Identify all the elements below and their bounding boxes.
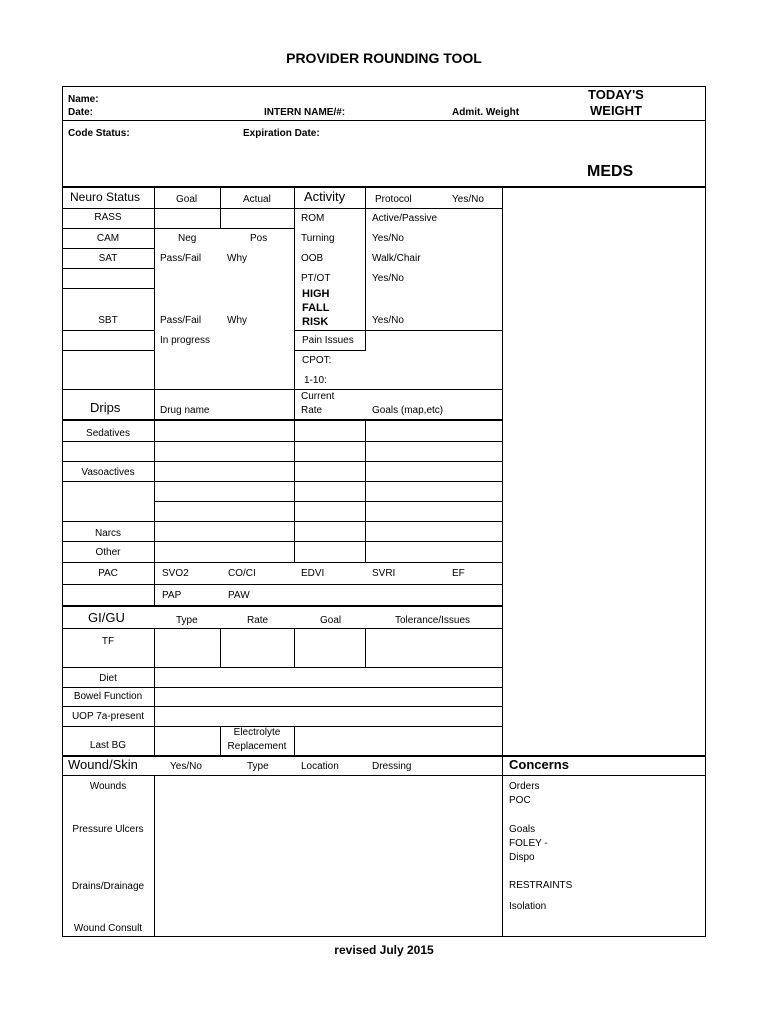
intern-name-label: INTERN NAME/#: (264, 107, 346, 118)
actual-header: Actual (243, 194, 271, 205)
concerns-heading: Concerns (509, 757, 569, 772)
wound-skin-heading: Wound/Skin (68, 757, 138, 772)
oob-walk-chair: Walk/Chair (372, 253, 421, 264)
wound-dressing-header: Dressing (372, 761, 412, 772)
pap-label: PAP (162, 590, 182, 601)
fall-risk-yesno: Yes/No (372, 315, 404, 326)
drips-heading: Drips (90, 400, 121, 415)
rule (62, 288, 154, 289)
rule (365, 628, 366, 668)
rule (62, 268, 154, 269)
turning-yesno: Yes/No (372, 233, 404, 244)
sat-why: Why (227, 253, 247, 264)
rule (294, 208, 502, 209)
rule (154, 501, 502, 502)
rule (62, 248, 154, 249)
rule (62, 461, 502, 462)
rule (62, 330, 154, 331)
oob-label: OOB (301, 253, 324, 264)
neuro-status-heading: Neuro Status (70, 190, 141, 204)
tf-label: TF (101, 636, 115, 647)
expiration-date-label: Expiration Date: (243, 128, 320, 139)
rule (62, 120, 706, 121)
rate-header: Rate (247, 615, 269, 626)
svri-label: SVRI (372, 568, 396, 579)
code-status-label: Code Status: (68, 128, 130, 139)
wound-consult-label: Wound Consult (73, 923, 143, 934)
foley-label: FOLEY - (509, 838, 548, 849)
wound-location-header: Location (301, 761, 339, 772)
name-label: Name: (68, 94, 99, 105)
goal-header: Goal (176, 194, 198, 205)
rule (154, 628, 155, 756)
cam-label: CAM (96, 233, 120, 244)
electrolyte-replacement-label: Replacement (227, 741, 287, 752)
restraints-label: RESTRAINTS (509, 880, 573, 891)
neg-option: Neg (178, 233, 197, 244)
rule (502, 188, 503, 936)
rule (62, 755, 706, 757)
rom-label: ROM (301, 213, 325, 224)
diet-label: Diet (99, 673, 117, 684)
protocol-header: Protocol (375, 194, 412, 205)
type-header: Type (176, 615, 198, 626)
current-rate-header: Current (301, 391, 335, 402)
sbt-why: Why (227, 315, 247, 326)
svo2-label: SVO2 (162, 568, 189, 579)
rule (62, 419, 502, 421)
rule (62, 667, 502, 668)
electrolyte-replacement-label: Electrolyte (233, 727, 281, 738)
current-rate-header: Rate (301, 405, 323, 416)
gigu-heading: GI/GU (88, 610, 125, 625)
pac-label: PAC (98, 568, 118, 579)
rass-label: RASS (94, 212, 122, 223)
todays-weight-label: TODAY'S (588, 87, 644, 102)
rule (154, 776, 155, 936)
high-fall-risk-label: FALL (302, 302, 330, 314)
tolerance-header: Tolerance/Issues (395, 615, 471, 626)
rule (62, 562, 502, 563)
other-label: Other (95, 547, 121, 558)
sat-label: SAT (98, 253, 118, 264)
pain-scale-label: 1-10: (304, 375, 327, 386)
rule (294, 628, 295, 668)
rule (62, 584, 502, 585)
rule (62, 228, 294, 229)
border (705, 86, 706, 937)
rule (62, 389, 502, 390)
coci-label: CO/CI (228, 568, 256, 579)
high-fall-risk-label: HIGH (302, 288, 330, 300)
rule (62, 687, 502, 688)
sedatives-label: Sedatives (86, 428, 130, 439)
edvi-label: EDVI (301, 568, 325, 579)
todays-weight-label: WEIGHT (590, 103, 642, 118)
rule (220, 628, 221, 668)
drug-name-header: Drug name (160, 405, 210, 416)
pos-option: Pos (250, 233, 268, 244)
rule (294, 188, 295, 420)
rule (62, 628, 502, 629)
dispo-label: Dispo (509, 852, 535, 863)
rule (62, 441, 502, 442)
border (62, 936, 706, 937)
admit-weight-label: Admit. Weight (452, 107, 520, 118)
vasoactives-label: Vasoactives (81, 467, 135, 478)
isolation-label: Isolation (509, 901, 547, 912)
wound-yesno-header: Yes/No (170, 761, 202, 772)
pain-issues-label: Pain Issues (302, 335, 354, 346)
rule (62, 706, 502, 707)
meds-label: MEDS (587, 163, 634, 180)
sbt-label: SBT (98, 315, 118, 326)
activity-heading: Activity (304, 189, 346, 204)
goal-header: Goal (320, 615, 342, 626)
sbt-passfail: Pass/Fail (160, 315, 202, 326)
turning-label: Turning (301, 233, 335, 244)
wounds-label: Wounds (89, 781, 127, 792)
last-bg-label: Last BG (89, 740, 127, 751)
high-fall-risk-label: RISK (302, 316, 329, 328)
paw-label: PAW (228, 590, 250, 601)
rule (294, 726, 295, 756)
rule (62, 521, 502, 522)
rule (62, 186, 706, 188)
rule (365, 188, 366, 350)
ptot-yesno: Yes/No (372, 273, 404, 284)
poc-label: POC (509, 795, 531, 806)
wound-type-header: Type (247, 761, 269, 772)
rule (294, 330, 502, 331)
yesno-header: Yes/No (452, 194, 484, 205)
page-title: PROVIDER ROUNDING TOOL (286, 50, 482, 66)
rule (62, 481, 502, 482)
cpot-label: CPOT: (302, 355, 332, 366)
narcs-label: Narcs (94, 528, 122, 539)
sbt-in-progress: In progress (160, 335, 211, 346)
rule (62, 208, 294, 209)
uop-label: UOP 7a-present (71, 711, 145, 722)
rom-active-passive: Active/Passive (372, 213, 438, 224)
sat-passfail: Pass/Fail (160, 253, 202, 264)
orders-label: Orders (509, 781, 540, 792)
rule (154, 188, 155, 606)
revision-footer: revised July 2015 (334, 943, 434, 957)
goals-label: Goals (509, 824, 536, 835)
rule (62, 775, 706, 776)
bowel-function-label: Bowel Function (73, 691, 143, 702)
rule (294, 350, 366, 351)
pressure-ulcers-label: Pressure Ulcers (72, 824, 144, 835)
ef-label: EF (452, 568, 465, 579)
drains-drainage-label: Drains/Drainage (71, 881, 145, 892)
goals-header: Goals (map,etc) (372, 405, 444, 416)
date-label: Date: (68, 107, 94, 118)
ptot-label: PT/OT (301, 273, 331, 284)
rule (62, 605, 502, 607)
rule (62, 541, 502, 542)
rule (62, 350, 154, 351)
